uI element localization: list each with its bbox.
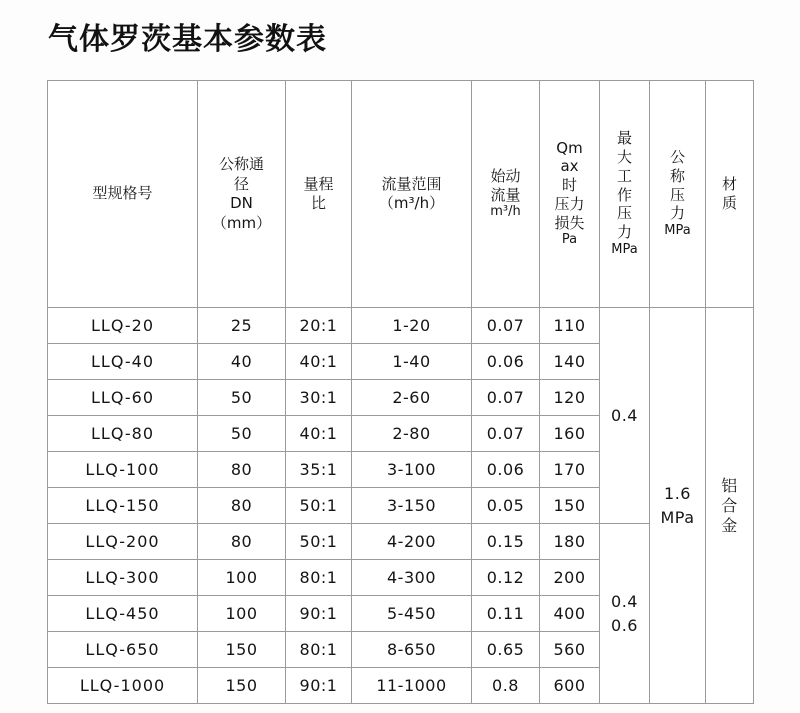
column-header-max-pressure xyxy=(600,81,650,308)
cell-pressure-loss: 560 xyxy=(540,632,600,668)
cell-start-flow: 0.65 xyxy=(472,632,540,668)
cell-pressure-loss: 160 xyxy=(540,416,600,452)
cell-start-flow: 0.15 xyxy=(472,524,540,560)
cell-nominal-pressure-group xyxy=(650,308,706,704)
column-header-ratio xyxy=(286,81,352,308)
column-header-pressure-loss-line1: Qmax时 xyxy=(556,138,583,195)
cell-model: LLQ-200 xyxy=(48,524,198,560)
cell-start-flow: 0.06 xyxy=(472,344,540,380)
cell-model: LLQ-60 xyxy=(48,380,198,416)
cell-start-flow: 0.06 xyxy=(472,452,540,488)
column-header-dn-line3: DN xyxy=(230,194,253,212)
cell-ratio: 90:1 xyxy=(286,596,352,632)
cell-dn: 50 xyxy=(198,416,286,452)
cell-pressure-loss: 140 xyxy=(540,344,600,380)
column-header-nominal-pressure xyxy=(650,81,706,308)
cell-model: LLQ-80 xyxy=(48,416,198,452)
column-header-range-line1: 流量范围 xyxy=(381,174,442,193)
column-header-dn xyxy=(198,81,286,308)
column-header-dn-line1: 公称通 xyxy=(218,155,264,173)
cell-range: 3-100 xyxy=(352,452,472,488)
column-header-pressure-loss xyxy=(540,81,600,308)
column-header-max-pressure-unit: MPa xyxy=(611,241,638,257)
cell-ratio: 50:1 xyxy=(286,524,352,560)
cell-dn: 150 xyxy=(198,668,286,704)
cell-model: LLQ-150 xyxy=(48,488,198,524)
cell-range: 1-20 xyxy=(352,308,472,344)
column-header-pressure-loss-unit: Pa xyxy=(561,232,578,248)
column-header-nominal-pressure-label: 公称压力 xyxy=(669,148,685,223)
table-row xyxy=(48,524,754,560)
column-header-start-flow-unit: m³/h xyxy=(490,204,521,220)
cell-material-group xyxy=(706,308,754,704)
nominal-pressure-value: 1.6 xyxy=(664,483,691,503)
cell-ratio: 80:1 xyxy=(286,632,352,668)
cell-range: 2-80 xyxy=(352,416,472,452)
cell-model: LLQ-450 xyxy=(48,596,198,632)
cell-ratio: 80:1 xyxy=(286,560,352,596)
cell-dn: 100 xyxy=(198,560,286,596)
cell-ratio: 50:1 xyxy=(286,488,352,524)
column-header-dn-line2: 径 xyxy=(233,174,249,193)
cell-range: 1-40 xyxy=(352,344,472,380)
cell-start-flow: 0.11 xyxy=(472,596,540,632)
cell-ratio: 35:1 xyxy=(286,452,352,488)
header-blank-area xyxy=(68,232,176,280)
column-header-material xyxy=(706,81,754,308)
cell-range: 2-60 xyxy=(352,380,472,416)
cell-dn: 80 xyxy=(198,524,286,560)
column-header-max-pressure-label: 最大工作压力 xyxy=(616,129,632,242)
column-header-start-flow-line1: 始动流量 xyxy=(490,166,521,204)
cell-start-flow: 0.05 xyxy=(472,488,540,524)
cell-model: LLQ-20 xyxy=(48,308,198,344)
cell-pressure-loss: 400 xyxy=(540,596,600,632)
cell-model: LLQ-300 xyxy=(48,560,198,596)
cell-dn: 50 xyxy=(198,380,286,416)
cell-dn: 40 xyxy=(198,344,286,380)
cell-range: 8-650 xyxy=(352,632,472,668)
cell-start-flow: 0.12 xyxy=(472,560,540,596)
max-pressure-value-top: 0.4 xyxy=(611,405,638,425)
cell-dn: 100 xyxy=(198,596,286,632)
cell-ratio: 90:1 xyxy=(286,668,352,704)
column-header-material-label: 材质 xyxy=(721,175,737,212)
cell-start-flow: 0.07 xyxy=(472,380,540,416)
cell-start-flow: 0.8 xyxy=(472,668,540,704)
cell-range: 5-450 xyxy=(352,596,472,632)
column-header-nominal-pressure-unit: MPa xyxy=(664,223,691,239)
cell-dn: 80 xyxy=(198,488,286,524)
cell-dn: 25 xyxy=(198,308,286,344)
page-title: 气体罗茨基本参数表 xyxy=(48,22,327,57)
cell-pressure-loss: 120 xyxy=(540,380,600,416)
column-header-dn-line4: （mm） xyxy=(211,213,272,232)
table-row xyxy=(48,308,754,344)
cell-ratio: 40:1 xyxy=(286,416,352,452)
cell-start-flow: 0.07 xyxy=(472,416,540,452)
column-header-range xyxy=(352,81,472,308)
cell-start-flow: 0.07 xyxy=(472,308,540,344)
column-header-range-line2: （m³/h） xyxy=(378,194,445,212)
cell-pressure-loss: 180 xyxy=(540,524,600,560)
cell-model: LLQ-1000 xyxy=(48,668,198,704)
cell-ratio: 20:1 xyxy=(286,308,352,344)
column-header-pressure-loss-line2: 压力损失 xyxy=(554,194,585,232)
cell-dn: 150 xyxy=(198,632,286,668)
cell-max-pressure-group-2 xyxy=(600,524,650,704)
cell-pressure-loss: 150 xyxy=(540,488,600,524)
cell-ratio: 40:1 xyxy=(286,344,352,380)
max-pressure-value-bottom-2: 0.6 xyxy=(611,615,638,635)
cell-range: 4-300 xyxy=(352,560,472,596)
cell-pressure-loss: 200 xyxy=(540,560,600,596)
cell-ratio: 30:1 xyxy=(286,380,352,416)
cell-pressure-loss: 600 xyxy=(540,668,600,704)
column-header-model-label: 型规格号 xyxy=(92,184,153,203)
cell-max-pressure-group-1 xyxy=(600,308,650,524)
material-value: 铝合金 xyxy=(721,475,738,535)
cell-range: 11-1000 xyxy=(352,668,472,704)
cell-model: LLQ-650 xyxy=(48,632,198,668)
spec-table xyxy=(47,80,754,704)
cell-pressure-loss: 170 xyxy=(540,452,600,488)
cell-model: LLQ-100 xyxy=(48,452,198,488)
column-header-ratio-label: 量程比 xyxy=(303,175,334,212)
column-header-start-flow xyxy=(472,81,540,308)
max-pressure-value-bottom-1: 0.4 xyxy=(611,591,638,611)
cell-dn: 80 xyxy=(198,452,286,488)
cell-range: 3-150 xyxy=(352,488,472,524)
cell-range: 4-200 xyxy=(352,524,472,560)
cell-pressure-loss: 110 xyxy=(540,308,600,344)
nominal-pressure-unit: MPa xyxy=(660,507,695,527)
cell-model: LLQ-40 xyxy=(48,344,198,380)
